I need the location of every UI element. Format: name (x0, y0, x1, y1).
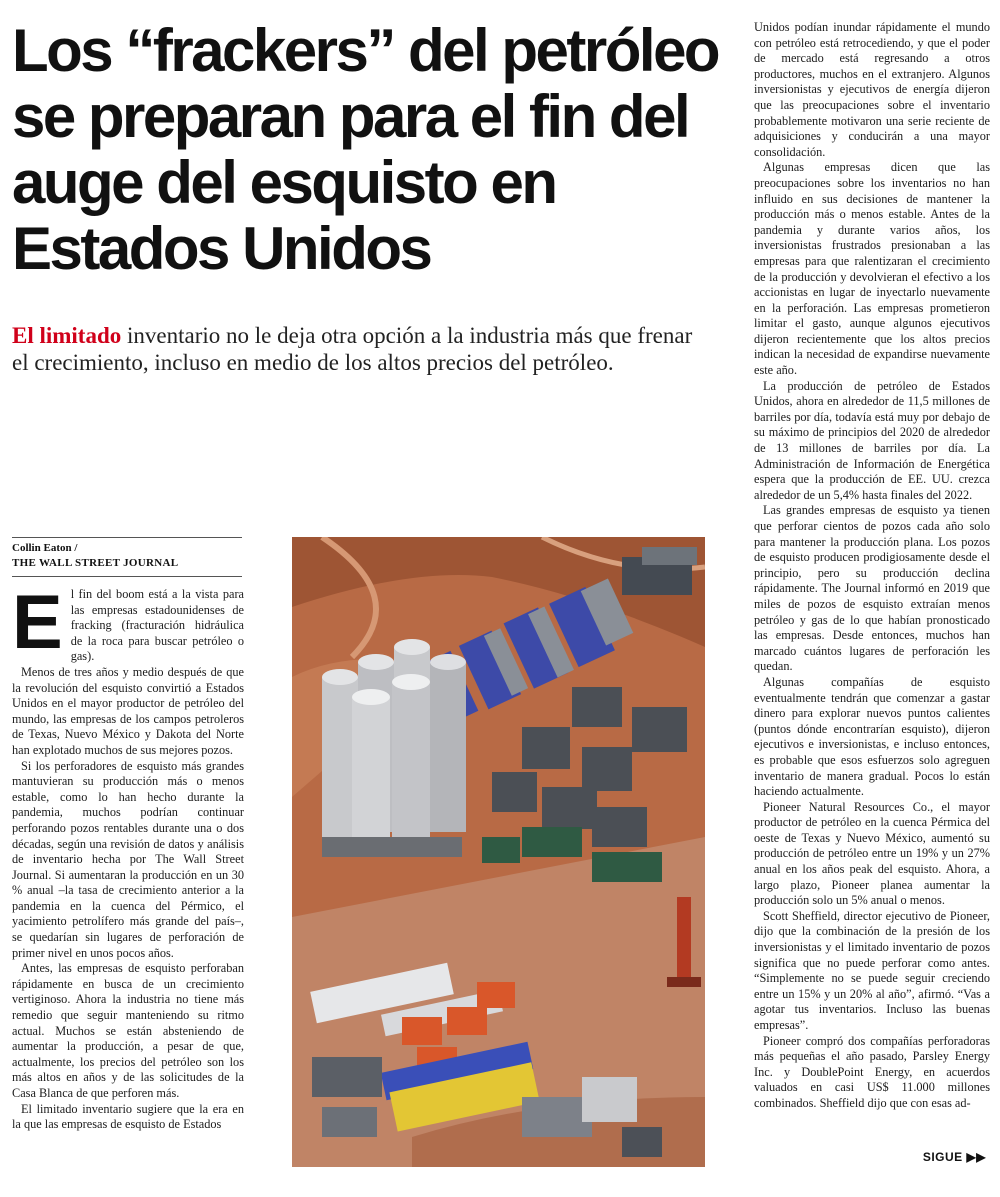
byline (12, 537, 242, 577)
paragraph: La producción de petróleo de Estados Unidos, ahora en alrededor de 11,5 millones de barriles por día, todavía está muy por debajo de su máximo de principios del 2020 de alrededor de 13 millones de barriles por día. La Administración de Información de Energética espera que la producción de EE. UU. crezca alrededor de un 5,4% hasta finales del 2022. (754, 378, 990, 502)
article-column-right (754, 20, 990, 1112)
continue-label (923, 1150, 986, 1164)
deck-kicker: El limitado (12, 323, 122, 348)
paragraph: Unidos podían inundar rápidamente el mundo con petróleo está retrocediendo, y que el poder de mercado está regresando a otros productores, muchos en el extranjero. Algunos inversionistas y ejecutivos de energía dijeron que las preocupaciones sobre el inventario probablemente motivaron una serie reciente de adquisiciones y conducirán a una mayor consolidación. (754, 20, 990, 159)
aerial-photo-illustration (292, 537, 705, 1167)
author-name: Collin Eaton / (12, 542, 78, 554)
drop-cap: E (12, 580, 63, 665)
paragraph: El limitado inventario sugiere que la era en la que las empresas de esquisto de Estados (12, 1101, 244, 1132)
paragraph: Pioneer compró dos compañías perforadoras más pequeñas el año pasado, Parsley Energy Inc. y DoublePoint Energy, en acuerdos valuados en casi US$ 11.000 millones combinados. Sheffield dijo que con esas ad- (754, 1033, 990, 1110)
article-column-left (12, 580, 244, 1133)
paragraph: Antes, las empresas de esquisto perforaban rápidamente en busca de un crecimiento vertiginoso. Ahora la industria no tiene más remedio que seguir manteniendo su ritmo actual. Muchos se están absteniendo de aumentar la producción, a pesar de que, actualmente, los precios del petróleo son los más altos en años y de las solicitudes de la Casa Blanca de que perforen más. (12, 961, 244, 1100)
deck-text: inventario no le deja otra opción a la industria más que frenar el crecimiento, incluso en medio de los altos precios del petróleo. (12, 323, 693, 375)
fracking-site-photo (292, 537, 705, 1167)
publication-name: THE WALL STREET JOURNAL (12, 557, 179, 569)
paragraph: Pioneer Natural Resources Co., el mayor productor de petróleo en la cuenca Pérmica del oeste de Texas y Nuevo México, aumentó su producción de petróleo entre un 19% y un 27% anual en los años peak del esquisto. Ahora, a largo plazo, Pioneer planea aumentar la producción solo un 5% anual o menos. (754, 799, 990, 908)
deck (12, 322, 712, 376)
paragraph: Menos de tres años y medio después de que la revolución del esquisto convirtió a Estados Unidos en el mayor productor de petróleo del mundo, las empresas de los campos petroleros de Texas, Nuevo México y Dakota del Norte han explotado muchos de sus mejores pozos. (12, 664, 244, 757)
paragraph: Si los perforadores de esquisto más grandes mantuvieran su producción más o menos estable, como lo han hecho durante la pandemia, muchos podrían continuar perforando pozos rentables durante una o dos décadas, según una revisión de datos y análisis de inventario hecha por The Wall Street Journal. Si aumentaran la producción en un 30 % anual –la tasa de crecimiento anterior a la pandemia en la cuenca del Pérmico, el yacimiento petrolífero más grande del país–, se quedarían sin lugares de perforación de primer nivel en unos pocos años. (12, 758, 244, 960)
paragraph: Las grandes empresas de esquisto ya tienen que perforar cientos de pozos cada año solo para mantener la producción plana. Los pozos de esquisto producen prodigiosamente desde el principio, pero su producción declina rápidamente. The Journal informó en 2019 que miles de pozos de esquisto extraían menos petróleo y gas de lo que habían pronosticado las empresas. Desde entonces, muchos han marcado cuántos lugares de perforación les quedan. (754, 503, 990, 674)
paragraph: Scott Sheffield, director ejecutivo de Pioneer, dijo que la combinación de la presión de los inversionistas y el limitado inventario de pozos significa que no puede perforar como antes. “Simplemente no se puede seguir creciendo entre un 15% y un 20% al año”, afirmó. “Vas a agotar tus inventarios. Incluso las buenas empresas”. (754, 908, 990, 1032)
headline: Los “frackers” del petróleo se preparan para el fin del auge del esquisto en Estados Unidos (12, 17, 719, 282)
paragraph: l fin del boom está a la vista para las empresas estadounidenses de fracking (fracturación hidráulica de la roca para buscar petróleo o gas). (70, 587, 244, 664)
paragraph: Algunas empresas dicen que las preocupaciones sobre los inventarios no han influido en sus decisiones de mantener la producción más o menos estable. Antes de la pandemia y durante varios años, los inversionistas frustrados presionaban a las empresas para que ralentizaran el crecimiento de la producción y devolvieran el efectivo a los accionistas en lugar de inyectarlo nuevamente en la perforación. Las empresas prometieron limitar el gasto, aunque algunos ejecutivos dijeron recientemente que los altos precios indican la necesidad de expandirse nuevamente este año. (754, 160, 990, 378)
double-right-arrow-icon: ▶▶ (966, 1150, 986, 1164)
continue-text: SIGUE (922, 1150, 963, 1164)
paragraph: Algunas compañías de esquisto eventualmente tendrán que comenzar a gastar dinero para explorar nuevos puntos calientes (puntos dónde encontrarían esquisto), dijeron ejecutivos e inversionistas, e incluso entonces, es probable que esos esfuerzos solo agreguen inventario de manera gradual. Pocos lo están haciendo actualmente. (754, 674, 990, 799)
